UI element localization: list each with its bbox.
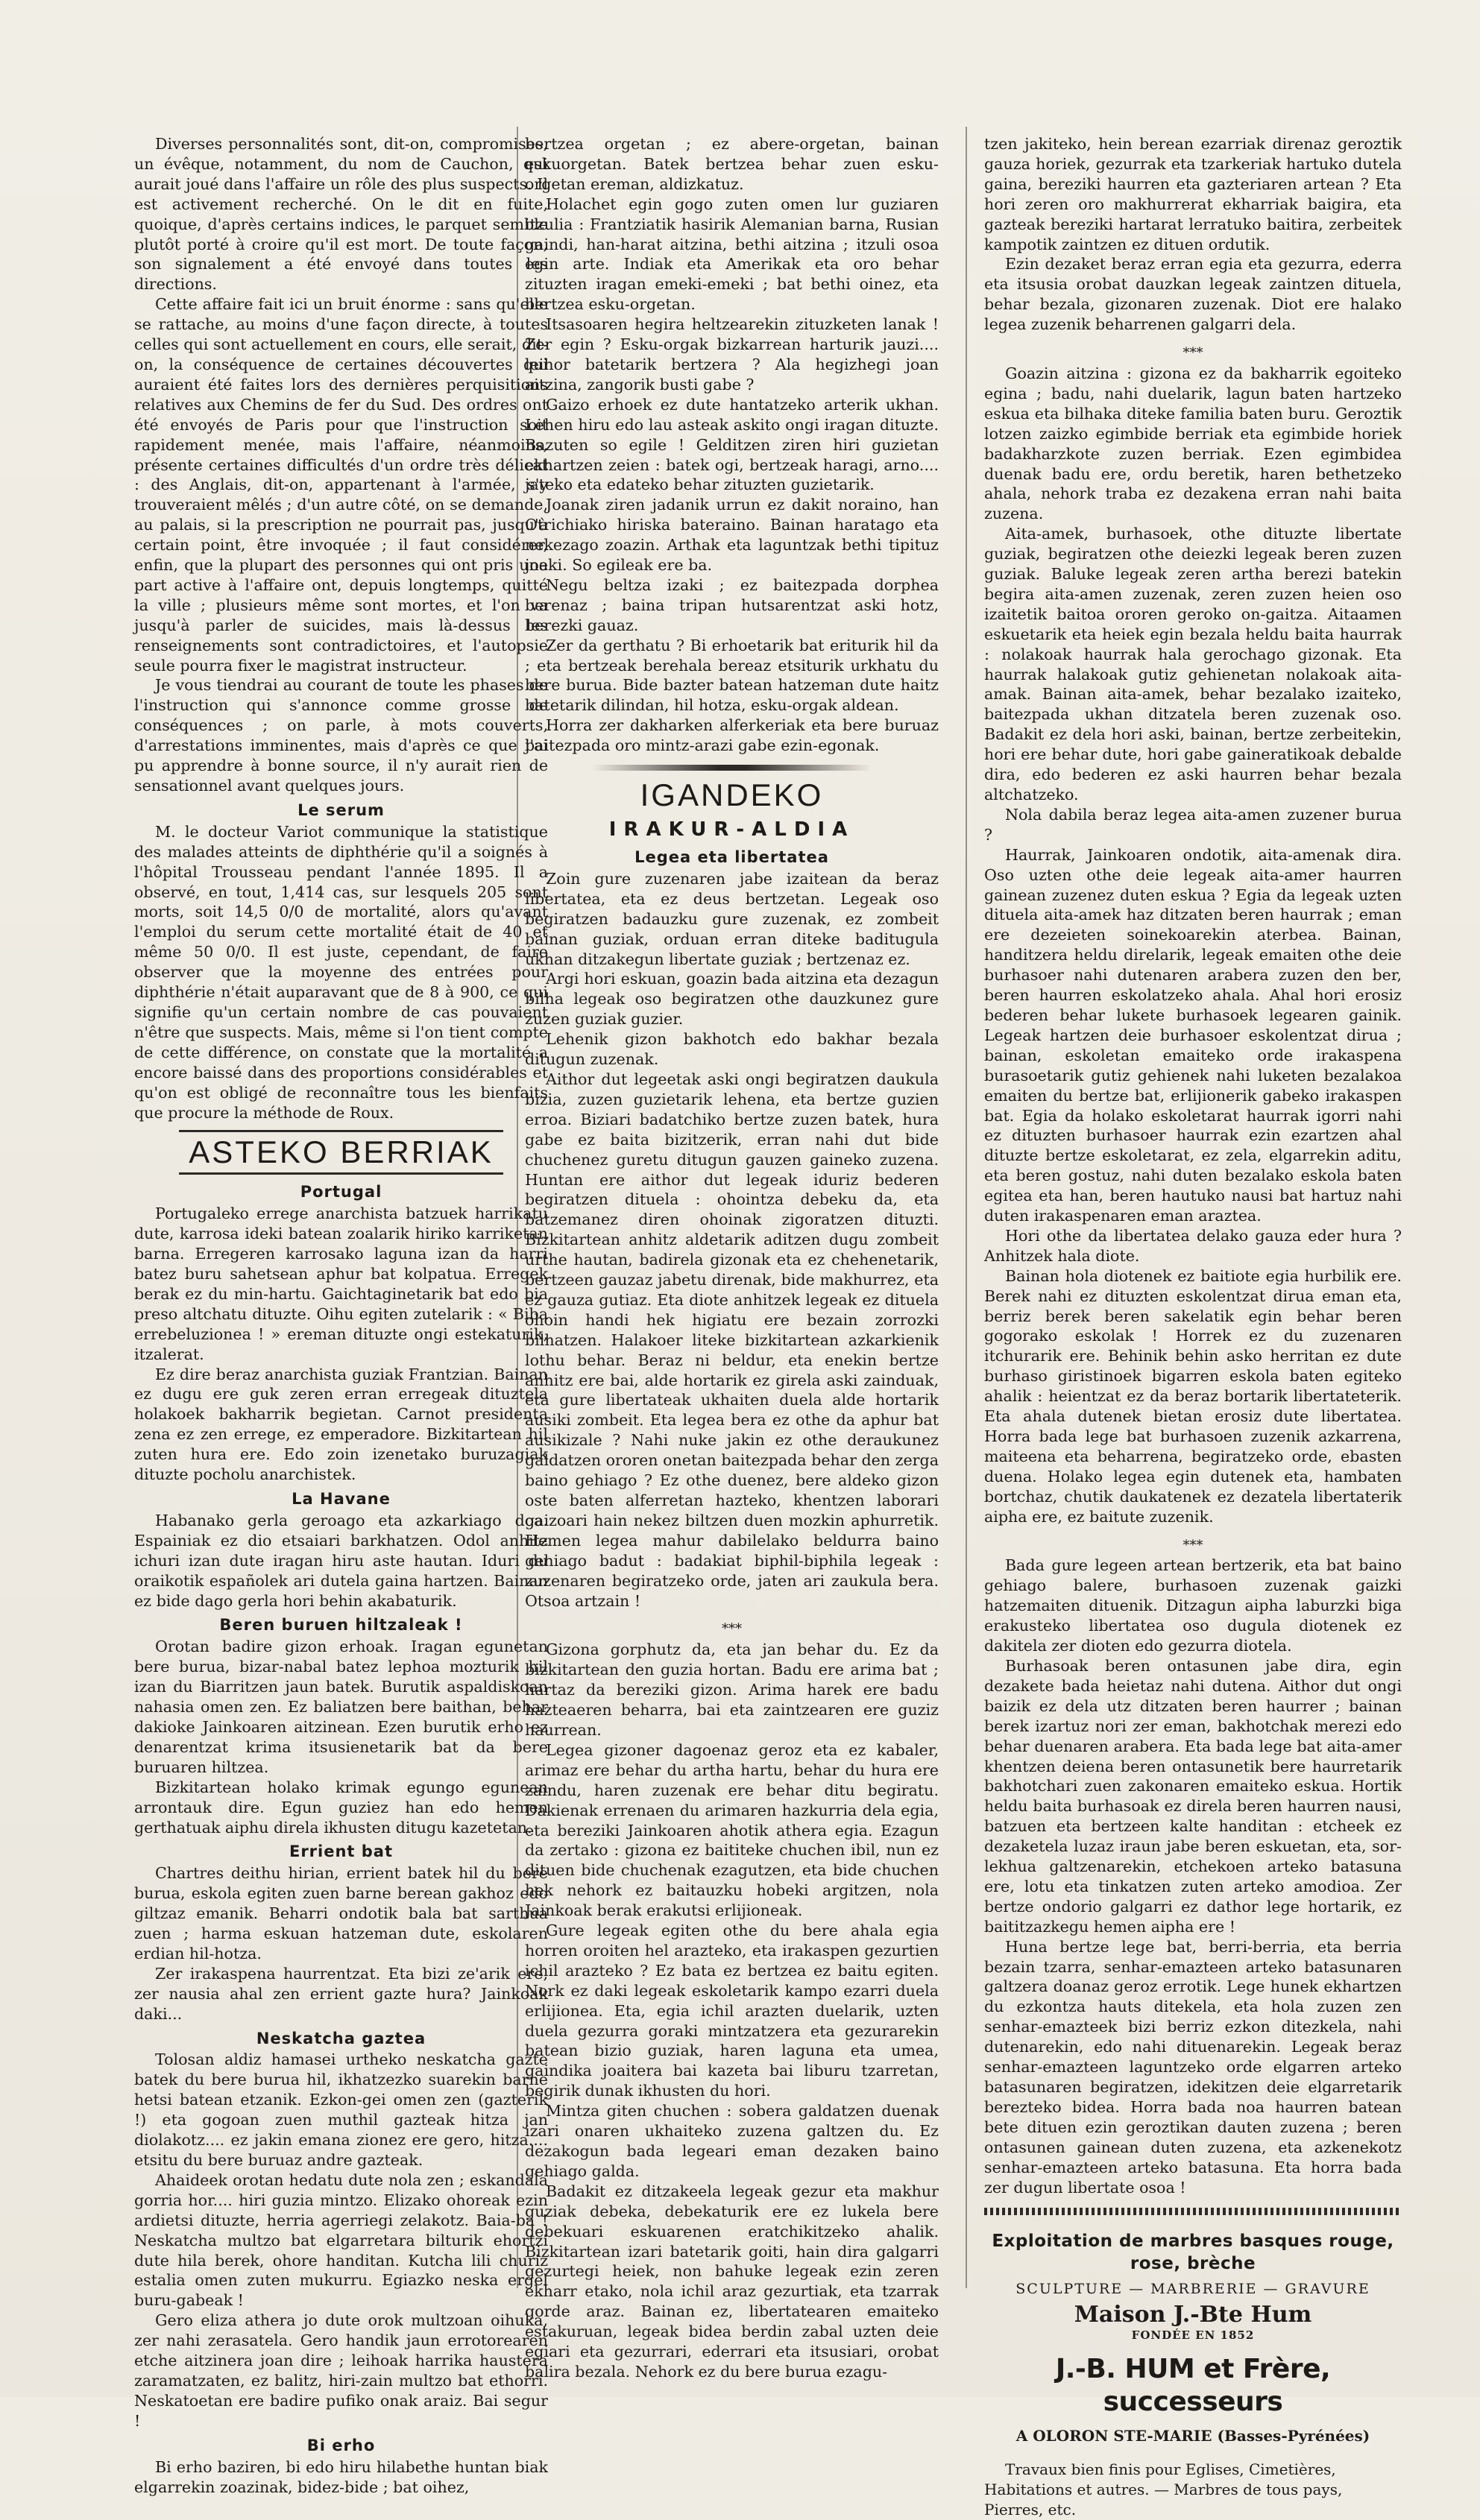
section-title-asteko-berriak: ASTEKO BERRIAK [134, 1130, 548, 1175]
paragraph: Bada gure legeen artean bertzerik, eta bat baino gehiago balere, burhasoen zuzenak gaizki hatzemaiten dituenik. Ditzagun aipha laburzki biga erakusteko libertatea oso dugula diotenek ez dakitela zer dioten edo gezurra diotela. [984, 1556, 1402, 1655]
paragraph: bertzea orgetan ; ez abere-orgetan, bainan eskuorgetan. Batek bertzea behar zuen esku-orgetan ereman, aldizkatuz. [525, 135, 939, 193]
paragraph: Habanako gerla geroago eta azkarkiago doa. Espainiak ez dio etsaiari barkhatzen. Odol anhitz ichuri izan dute iragan hiru aste hautan. Iduri du oraikotik españolek ari dutela gaina hartzen. Bainan ez bide dago gerla hori behin akabaturik. [134, 1511, 548, 1610]
paragraph: Je vous tiendrai au courant de toute les phases de l'instruction qui s'annonce comme grosse de conséquences ; on parle, à mots couverts, d'arrestations imminentes, mais d'après ce que j'ai pu apprendre à bonne source, il n'y aurait rien de sensationnel avant quelques jours. [134, 676, 548, 795]
section-heading: Beren buruen hiltzaleak ! [219, 1616, 463, 1635]
paragraph: Gaizo erhoek ez dute hantatzeko arterik ukhan. Lehen hiru edo lau asteak askito ongi iragan dituzte. Bazuten so egile ! Gelditzen ziren hiri guzietan ekhartzen zeien : batek ogi, bertzeak haragi, arno.... jateko eta edateko behar zituzten guzietarik. [525, 395, 939, 494]
ad-border [984, 2208, 1402, 2215]
ad-location: A OLORON STE-MARIE (Basses-Pyrénées) [1015, 2427, 1370, 2445]
ad-company-name: Maison J.-Bte Hum [1074, 2302, 1312, 2328]
paragraph: Negu beltza izaki ; ez baitezpada dorphea berenaz ; baina tripan hutsarentzat aski hotz, berezki gauaz. [525, 575, 939, 634]
paragraph: Lehenik gizon bakhotch edo bakhar bezala ditugun zuzenak. [525, 1030, 939, 1069]
column-2 [525, 134, 939, 2382]
column-rule [966, 127, 967, 2288]
paragraph: Ahaideek orotan hedatu dute nola zen ; eskandala gorria hor.... hiri guzia mintzo. Elizako ohoreak ezin ardietsi dituzte, herria agerriegi zelakotz. Baia-ba ! Neskatcha multzo bat elgarretara bilturik ehortzi dute hila berek, ohore handitan. Kutcha lili churiz estalia omen zuten mukurru. Egiazko neska ergel buru-gabeak ! [134, 2170, 548, 2310]
paragraph: Goazin aitzina : gizona ez da bakharrik egoiteko egina ; badu, nahi duelarik, lagun baten hartzeko eskua eta bilhaka diteke familia baten buru. Geroztik lotzen zaizko egimbide berriak eta egimbide horiek badakharzkote zuzen berriak. Ezen egimbidea duenak badu ere, ordu beretik, haren bethetzeko ahala, nehork traba ez dezakena erran nahi baita zuzena. [984, 364, 1402, 523]
section-heading: La Havane [292, 1490, 391, 1508]
paragraph: Badakit ez ditzakeela legeak gezur eta makhur guziak debeka, debekaturik ere ez lukela bere debekuari eskuarenen eratchikitzeko ahalik. Bizkitartean izari batetarik goiti, hain dira galgarri gezurtegi heiek, non bahuke legeak ezin zeren ekharr etako, nola ichil araz gezurtiak, eta tzarrak gorde araz. Bainan ez, libertatearen emaiteko estakuruan, legeak bideа berdin zabal uzten deie egiari eta gezurrari, ederrari eta itsusiari, orobat balira bezala. Nehork ez du bere burua ezagu- [525, 2182, 939, 2381]
ad-services: SCULPTURE — MARBRERIE — GRAVURE [1015, 2281, 1370, 2298]
section-heading: Legea eta libertatea [634, 848, 829, 866]
paragraph: Haurrak, Jainkoaren ondotik, aita-amenak dira. Oso uzten othe deie legeak aita-amer haurren gainean zuzenez duten eskua ? Egia da legeak uzten dituela aita-amek haz ditzaten beren haurrak ; eman ere dezeieten soinekoarekin aterbea. Bainan, handitzera heldu direlarik, legeak emaiten othe deie burhasoer nahi dutenaren arabera zuzen den ber, beren haurren eskolatzeko ahala. Ahal hori erosiz bederen behar lukete burhasoek legearen gainik. Legeak hartzen deie burhasoer eskolentzat dirua ; bainan, eskoletan emaiteko orde irakaspena burasoetarik gutiz gehienek nahi luketen bezalakoa emaiten du bertze bat, erlijionerik gabeko irakaspen bat. Egia da holako eskoletarat haurrak igorri nahi ez dituzten burhasoer haurrak ezin ezartzen ahal dituzte bertze eskoletarat, ez zela, elgarrekin aditu, eta beren gostuz, nahi duten bezalako eskola baten egitea eta han, beren hautuko nausi bat hartuz nahi duten irakaspenaren eman araztea. [984, 845, 1402, 1225]
section-heading: Neskatcha gaztea [256, 2029, 426, 2047]
column-1 [134, 134, 548, 2497]
paragraph: Argi hori eskuan, goazin bada aitzina eta dezagun bilha legeak oso begiratzen othe dauzkunez gure zuzen guziak guzier. [525, 970, 939, 1029]
section-title-igandeko: IGANDEKO [640, 777, 824, 813]
paragraph: Orotan badire gizon erhoak. Iragan egunetan bere burua, bizar-nabal batez lephoa mozturik hil izan du Biarritzen jaun batek. Burutik aspaldiskoan nahasia omen zen. Ez baliatzen bere baithan, behar dakioke Jainkoaren aitzinean. Ezen burutik erho ez denarentzat krima itsusienetarik bat da bere buruaren hiltzea. [134, 1638, 548, 1776]
ad-headline: Exploitation de marbres basques rouge, rose, brèche [992, 2232, 1394, 2274]
paragraph: Burhasoak beren ontasunen jabe dira, egin dezakete bada heietaz nahi dutena. Aithor dut ongi baizik ez dela utz ditzaten beren haurrer ; bainan berek izartuz nori zer eman, bakhotchak merezi edo behar duenaren arabera. Eta bada lege bat aita-amer khentzen deiena beren ontasunetik bere haurretarik bakhotchari zuen zakonaren emaiteko eskua. Hortik heldu baita burhasoak ez direla beren haurren nausi, batzuen eta bertzeen kalte handitan : etcheek ez dezaketela luzaz iraun jabe beren eskuetan, eta, sor-lekhua galtzenarekin, etchekoen arteko batasuna ere, lotu eta tinkatzen zuten arteko amodioa. Zer bertze ondorio galgarri ez dathor lege hortarik, ez baititzazkegu hemen aipha ere ! [984, 1656, 1402, 1936]
paragraph: Zer irakaspena haurrentzat. Eta bizi ze'arik ere, zer nausia ahal zen errient gazte hura? Jainkoak daki... [134, 1964, 548, 2023]
paragraph: Gizona gorphutz da, eta jan behar du. Ez da bizkitartean den guzia hortan. Badu ere arima bat ; hartaz da bereziki gizon. Arima harek ere badu hazteaeren beharra, bai eta zaintzearen ere guziz haurrean. [525, 1640, 939, 1739]
paragraph: Holachet egin gogo zuten omen lur guziaren itzulia : Frantziatik hasirik Alemanian barna, Rusian gaindi, han-harat aitzina, bethi aitzina ; itzuli osoa egin arte. Indiak eta Amerikak eta oro behar zituzten iragan emeki-emeki ; bat bethi oinez, eta bertzea esku-orgetan. [525, 195, 939, 314]
paragraph: Gure legeak egiten othe du bere ahala egia horren oroiten hel arazteko, eta irakaspen gezurtien ichil arazteko ? Ez bata ez bertzea ez baitu egiten. Nork ez daki legeak eskoletarik kampo ezarri duela erlijionea. Eta, egia ichil arazten duelarik, uzten duela gezurra goraki mintzatzera eta gezurarekin batean bizio guziak, haren laguna eta umea, gaindika joaitera bai kazeta bai liburu tzarretan, begirik dunak ikhusten du hori. [525, 1921, 939, 2100]
section-heading: Portugal [300, 1183, 382, 1201]
paragraph: Gero eliza athera jo dute orok multzoan oihuka, zer nahi zerasatela. Gero handik jaun errotorearen etche aitzinera joan dire ; leihoak harrika haustera zaramatzaten, ez balitz, hiri-zain multzo bat ethorri. Neskatoetan ere badire pufiko onak araiz. Bai segur ! [134, 2311, 548, 2430]
paragraph: Itsasoaren hegira heltzearekin zituzketen lanak ! Zer egin ? Esku-orgak bizkarrean harturik jauzi.... leihor batetarik bertzera ? Ala hegizhegi joan aitzina, zangorik busti gabe ? [525, 315, 939, 394]
paragraph: Chartres deithu hirian, errient batek hil du bere burua, eskola egiten zuen barne berean gakhoz edo giltzaz emanik. Beharri ondotik bala bat sarthua zuen ; harma eskuan hatzeman dute, eskolaren erdian hil-hotza. [134, 1864, 548, 1962]
paragraph: Horra zer dakharken alferkeriak eta bere buruaz baitezpada oro mintz-arazi gabe ezin-egonak. [525, 716, 939, 755]
paragraph: Ez dire beraz anarchista guziak Frantzian. Bainan ez dugu ere guk zeren erran erregeak dituztela holakoek bakharrik begietan. Carnot presidenta zena ez zen errege, ez emperadore. Bizkitartean hil zuten hura ere. Edo zoin izenetako buruzagiak dituzte pocholu anarchistek. [134, 1365, 548, 1484]
paragraph: Joanak ziren jadanik urrun ez dakit noraino, han Otrichiako hiriska baterainо. Bainan haratago eta nekezago zoazin. Arthak eta laguntzak bethi tipituz joaki. So egileak ere ba. [525, 496, 939, 575]
paragraph: Legea gizoner dagoenaz geroz eta ez kabaler, arimaz ere behar du artha hartu, behar du hura ere zaindu, haren zuzenak ere behar ditu begiratu. Dakienak errenaen du arimaren hazkurria dela egia, eta bereziki Jainkoaren ahotik athera egia. Ezagun da zertako : gizona ez baititeke chuchen ibil, nun ez dituen bide chuchenak ezagutzen, eta bide chuchen hek nehork ez baitauzku hobeki argitzen, nola Jainkoak berak erakutsi erlijioneak. [525, 1740, 939, 1920]
paragraph: Mintza giten chuchen : sobera galdatzen duenak izari onaren ukhaiteko zuzena galtzen du. Ez dezakogun bada legeari eman dezaken baino gehiago galda. [525, 2102, 939, 2180]
paragraph: Tolosan aldiz hamasei urtheko neskatcha gazte batek du bere burua hil, ikhatzezko suarekin barne hetsi batean etzanik. Ezkon-gei omen zen (gazterik !) eta gogoan zuen muthil gazteak hitza jan diolakotz.... ez jakin emana zionez ere gero, hitza.... etsitu du bere buruaz andre gazteak. [134, 2050, 548, 2169]
paragraph: Bainan hola diotenek ez baitiote egia hurbilik ere. Berek nahi ez dituzten eskolentzat dirua eman eta, berriz berek beren sakelatik egin behar beren gogorako eskolak ! Horrek ez du zuzenaren itchurarik ere. Behinik behin asko herritan ez dute burhaso giristinoek bigarren eskola baten egiteko ahalik : heientzat ez da beraz bortarik libertateterik. Eta ahala dutenek bietan erosiz dute libertatea. Horra bada lege bat burhasoen zuzenik azkarrena, maiteena eta beharrena, begiratzeko orde, ebasten duena. Holako legea egin dutenek eta, hambaten bortchaz, chutik daukatenek ez dezatela libertaterik aipha ere, ez baitute zuzenik. [984, 1266, 1402, 1526]
paragraph: Nola dabila beraz legea aita-amen zuzener burua ? [984, 805, 1402, 844]
paragraph: Aithor dut legeetak aski ongi begiratzen daukula bizia, zuzen guzietarik lehena, eta bertze guzien errоа. Biziari badatchiko bertze zuzen batek, hura gabe ez baita bizitzerik, erran nahi dut bide chuchenez guretu ditugun gauzen gaineko zuzena. Huntan ere aithor dut legeak iduriz bederen begiratzen dituela : ohointza debeku da, eta batzemanez diren ohoinak zigoratzen dituzti. Bizkitartean anhitz aldetarik aditzen dugu zombeit urthe hautan, badirela gizonak eta ez chehenetarik, bertzeen gauzaz jabetu direnak, bide makhurrez, eta ez gauza gutiaz. Eta diote anhitzek legeak ez dituela ohoin handi hek higiatu ere bezain zorrozki bilhatzen. Halakoer liteke bizkitartean azkarkienik lothu behar. Beraz ni beldur, eta enekin bertze anhitz ere bai, alde hortarik ez girela aski zainduak, eta gure libertateak ukhaiten duela alde hortarik ausiki zombeit. Eta legea bera ez othe da aphur bat ausikizale ? Nahi nuke jakin ez othe deraukunez galdatzen ororen onetan baitezpada behar den zerga baino gehiago ? Ez othe duenez, bere aldeko gizon oste baten alferretan hazteko, khentzen laborari gaizoari hain nekez biltzen duen mozkin aphurretik. Hemen legea mahur dabilelako beldurra baino gehiago badut : badakiat biphil-biphila legeak : zuzenaren begiratzeko orde, jaten ari zaukula bera. Otsoa artzain ! [525, 1070, 939, 1610]
paragraph: Zer da gerthatu ? Bi erhoetarik bat eriturik hil da ; eta bertzeak berehala bereaz etsiturik urkhatu du bere burua. Bide bazter batean hatzeman dute haitz batetarik dilindan, hil hotza, esku-orgak aldean. [525, 636, 939, 715]
section-heading: Bi erho [306, 2436, 376, 2454]
asterism-divider: ⁎⁎⁎ [1183, 341, 1203, 357]
paragraph: Bi erho baziren, bi edo hiru hilabethe huntan biak elgarrekin zoazinak, bidez-bide ; bat oihez, [134, 2457, 548, 2496]
asterism-divider: ⁎⁎⁎ [722, 1617, 742, 1633]
ad-successors: J.-B. HUM et Frère, successeurs [1055, 2354, 1331, 2418]
paragraph: Ezin dezaket beraz erran egia eta gezurra, ederra eta itsusia orobat dauzkan legeak zaintzen dituela, behar bezala, gizonaren zuzenak. Diot ere halako legea zuzenik beharrenen galgarri dela. [984, 255, 1402, 334]
section-heading: Errient bat [289, 1842, 394, 1861]
paragraph: tzen jakiteko, hein berean ezarriak direnaz geroztik gauza horiek, gezurrak eta tzarkeriak hartuko dutela gaina, bereziki haurren eta gazteriaren artean ? Eta hori zeren oro makhurrerat ekharriak baigira, eta gazteak bereziki hartarat lerratuko baitira, zerbeitek kampotik zaintzen ez dituen ordutik. [984, 135, 1402, 253]
column-3 [984, 134, 1402, 2520]
paragraph: Zoin gure zuzenaren jabe izaitean da beraz libertatea, eta ez deus bertzetan. Legeak oso begiratzen badauzku gure zuzenak, ez zombeit bainan guziak, orduan erran diteke baditugula ukhan ditzakegun libertate guziak ; bertzenaz ez. [525, 869, 939, 968]
paragraph: M. le docteur Variot communique la statistique des malades atteints de diphthérie qu'il a soignés à l'hôpital Trousseau pendant l'année 1895. Il a observé, en tout, 1,414 cas, sur lesquels 205 sont morts, soit 14,5 0/0 de mortalité, alors qu'avant l'emploi du serum cette mortalité était de 40 et même 50 0/0. Il est juste, cependant, de faire observer que la moyenne des entrées pour diphthérie n'était auparavant que de 8 à 900, ce qui signifie qu'un certain nombre de cas pouvaient n'être que suspects. Mais, même si l'on tient compte de cette différence, on constate que la mortalité a encore baissé dans des proportions considérables et qu'on est obligé de reconnaître tous les bienfaits que procure la méthode de Roux. [134, 822, 548, 1122]
section-heading: Le serum [297, 800, 385, 819]
paragraph: Aita-amek, burhasoek, othe dituzte libertate guziak, begiratzen othe deiezki legeak beren zuzen guziak. Baluke legeak zeren artha berezi batekin begira aita-amen zuzenak, zeren zuzen heien oso izaitetik baitoa ororen geroko on-gaitza. Aitaamen eskuetarik eta heiek egin bezala heldu baita haurrak : nolakoak haurrak hala gerochago gizonak. Eta haurrak halakoak gutiz gehienetan nolakoak aita-amak. Bainan aita-amek, behar bezalako izaiteko, baitezpada ukhan ditzatela beren zuzenak oso. Badakit ez dela hori aski, bainan, bertze zerbeitekin, hori ere behar dute, hori gabe gaineratikoak debalde dira, edo bederen ez aski haurren behar bezala altchatzeko. [984, 525, 1402, 803]
asterism-divider: ⁎⁎⁎ [1183, 1532, 1203, 1549]
ad-founded: FONDÉE EN 1852 [1131, 2328, 1255, 2343]
paragraph: Diverses personnalités sont, dit-on, compromises, un évêque, notamment, du nom de Cauchon, qui aurait joué dans l'affaire un rôle des plus suspects. Il est activement recherché. On le dit en fuite, quoique, d'après certains indices, le parquet semble plutôt porté à croire qu'il est mort. De toute façon, son signalement a été envoyé dans toutes les directions. [134, 135, 548, 294]
paragraph: Portugaleko errege anarchista batzuek harrikatu dute, karrosa ideki batean zoalarik hiriko karriketan barna. Erregeren karrosako laguna izan da harri batez buru sahetsean aphur bat kolpatua. Erregek berak ez du min-hartu. Gaichtaginetarik bat edo bia preso altchatu dituzte. Oihu egiten zutelarik : « Biba errebeluzionea ! » ereman dituzte ongi estekaturik, itzalerat. [134, 1204, 548, 1363]
paragraph: Hori othe da libertatea delako gauza eder hura ? Anhitzek hala diote. [984, 1226, 1402, 1265]
advertisement [984, 2208, 1402, 2520]
ornamental-divider [592, 765, 872, 771]
paragraph: Bizkitartean holako krimak egungo egunean arrontauk dire. Egun guziez han edo hemen gerthatuak aiphu direla ikhusten ditugu kazetetan. [134, 1778, 548, 1837]
paragraph: Cette affaire fait ici un bruit énorme : sans qu'elle se rattache, au moins d'une façon directe, à toutes celles qui sont actuellement en cours, elle serait, dit-on, la conséquence de certaines découvertes qui auraient été faites lors des dernières perquisitions relatives aux Chemins de fer du Sud. Des ordres ont été envoyés de Paris pour que l'instruction soit rapidement menée, mais l'affaire, néanmoins, présente certaines difficultés d'un ordre très délicat : des Anglais, dit-on, appartenant à l'armée, s'y trouveraient mêlés ; d'un autre côté, on se demande, au palais, si la prescription ne pourrait pas, jusqu'à certain point, être invoquée ; il faut considérer, enfin, que la plupart des personnes qui ont pris une part active à l'affaire ont, depuis longtemps, quitté la ville ; plusieurs même sont mortes, et l'on va jusqu'à parler de suicides, mais là-dessus les renseignements sont contradictoires, et l'autopsie seule pourra fixer le magistrat instructeur. [134, 295, 548, 675]
section-subtitle-irakur-aldia: IRAKUR-ALDIA [608, 818, 855, 841]
paragraph: Huna bertze lege bat, berri-berria, eta berria bezain tzarra, senhar-emazteen arteko batasunaren galtzera doanaz geroz errotik. Lege hunek ekhartzen du ezkontza hauts ditekela, eta hola zuzen zen senhar-emazteek bizi berriz ezkon ditezkela, nahi dutenarekin, edo nahi dituenarekin. Legeak beraz senhar-emazteen laguntzeko orde elgarren arteko batasunaren begiratzen, idekitzen deie elgarretarik berezteko bidea. Horra bada noa haurren batean bete dituen ezin geroztikan dauten zuzena ; beren ontasunen gainean duten zuzena, eta azkenekotz senhar-emazteen arteko batasuna. Eta horra bada zer dugun libertate osoa ! [984, 1937, 1402, 2197]
ad-description: Travaux bien finis pour Eglises, Cimetières, Habitations et autres. — Marbres de tous pays, Pierres, etc. [984, 2460, 1343, 2519]
